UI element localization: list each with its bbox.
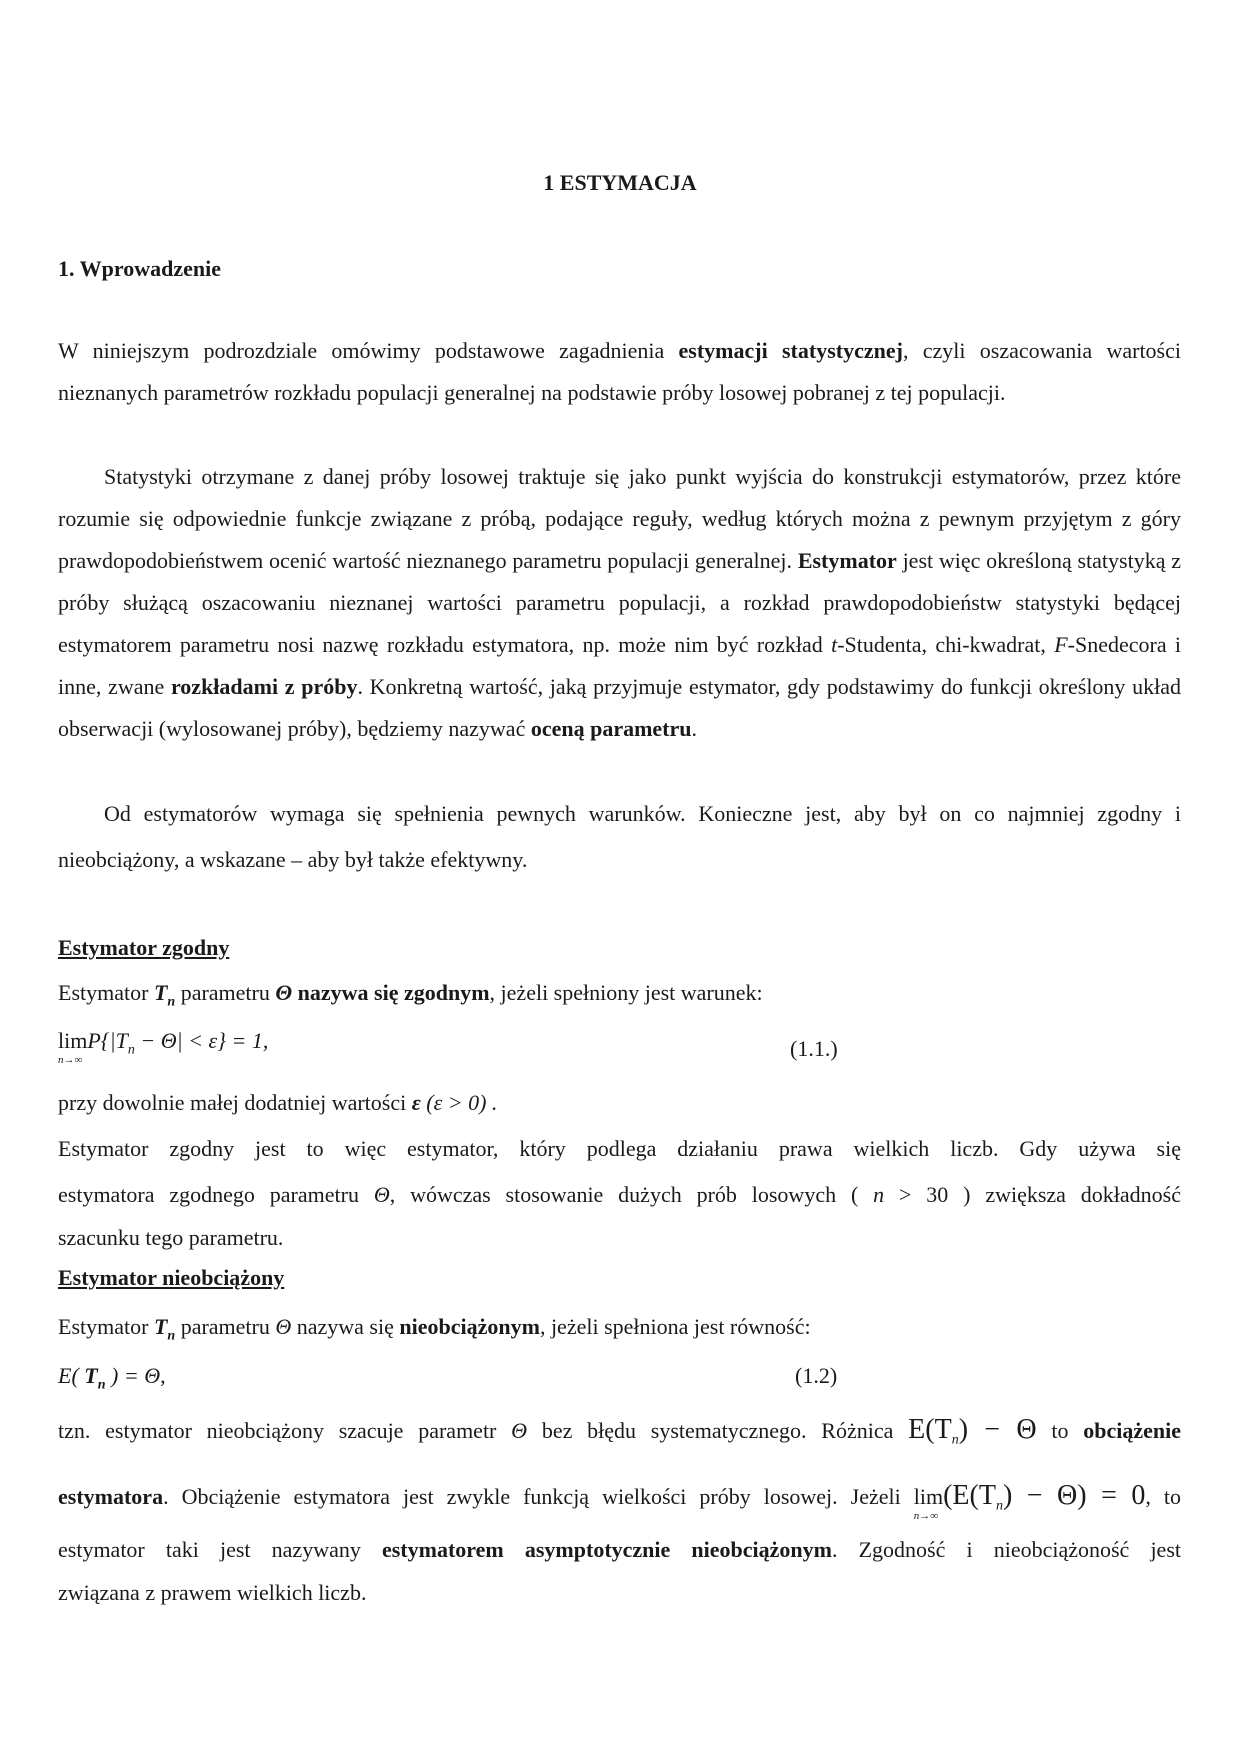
text: Estymator <box>58 980 154 1005</box>
symbol-T: T <box>84 1363 98 1388</box>
epsilon-condition: (ε > 0) . <box>420 1090 498 1115</box>
text: -Snedecora i inne, zwane <box>58 632 1182 699</box>
bold-term: nieobciążonym <box>399 1314 540 1339</box>
consistent-definition-line <box>58 980 763 1010</box>
symbol-theta: Θ <box>373 1182 390 1207</box>
text: Statystyki otrzymane z danej próby losowej traktuje się jako punkt wyjścia do konstrukcji estymatorów, przez które rozumie się odpowiednie funkcje związane z próbą, podające reguły, według których można z pewnym przyjętym z góry prawdopodobieństwem ocenić wartość nieznanego parametru populacji generalnej. <box>58 464 1181 573</box>
symbol-T: T <box>153 1314 168 1339</box>
symbol-n: n <box>873 1182 885 1207</box>
limit-expression: ) − Θ) = 0 <box>1002 1480 1146 1511</box>
text: jest więc określoną statystyką z próby służącą oszacowaniu nieznanej wartości parametru populacji, a rozkład prawdopodobieństw statystyki będącej estymatorem parametru nosi nazwę rozkładu estymatora, np. może nim być rozkład <box>58 548 1181 657</box>
text: bez błędu systematycznego. Różnica <box>527 1418 909 1443</box>
text: -Studenta, chi-kwadrat, <box>837 632 1055 657</box>
text: tzn. estymator nieobciążony szacuje parametr <box>58 1418 512 1443</box>
text: , jeżeli spełniony jest warunek: <box>489 980 763 1005</box>
bold-term: rozkładami z próby <box>170 674 358 699</box>
text: . Zgodność i nieobciążoność jest <box>831 1537 1181 1562</box>
text: . <box>691 716 698 741</box>
equation-number: (1.1.) <box>790 1036 838 1061</box>
section-heading: 1. Wprowadzenie <box>58 256 221 281</box>
equation-number: (1.2) <box>795 1363 838 1388</box>
text: parametru <box>180 1314 276 1339</box>
text: E( <box>58 1363 85 1388</box>
subscript-n: n <box>127 1042 135 1058</box>
consistent-explanation-line-1: Estymator zgodny jest to więc estymator, który podlega działaniu prawa wielkich liczb. Gdy używa się <box>58 1136 1181 1161</box>
subscript-n: n <box>167 1328 176 1344</box>
unbiased-explanation-line-4: związana z prawem wielkich liczb. <box>58 1580 367 1605</box>
lim-subscript: n→∞ <box>58 1054 83 1066</box>
lim-text: lim <box>913 1484 944 1509</box>
bold-term: estymatora <box>58 1484 164 1509</box>
text: , jeżeli spełniona jest równość: <box>539 1314 811 1339</box>
text: Estymator <box>58 1314 154 1339</box>
symbol-theta: Θ <box>275 980 293 1005</box>
paragraph-requirements <box>58 791 1181 883</box>
unbiased-explanation-line-3 <box>58 1537 1181 1563</box>
text: . Obciążenie estymatora jest zwykle funkcją wielkości próby losowej. Jeżeli <box>163 1484 914 1509</box>
subscript-n: n <box>951 1432 959 1448</box>
equation-body: P{|T <box>87 1028 128 1053</box>
bias-expression: E(T <box>908 1414 952 1445</box>
bold-term: obciążenie <box>1083 1418 1181 1443</box>
heading-consistent-estimator: Estymator zgodny <box>58 935 230 960</box>
equation-1-1 <box>58 1028 269 1066</box>
limit-operator <box>913 1484 944 1522</box>
lim-subscript: n→∞ <box>913 1510 939 1522</box>
subscript-n: n <box>995 1498 1003 1514</box>
equation-1-2 <box>58 1363 166 1393</box>
limit-expression: (E(T <box>943 1480 996 1511</box>
text: ) = Θ, <box>105 1363 166 1388</box>
text: estymator taki jest nazywany <box>58 1537 382 1562</box>
limit-operator <box>58 1028 88 1066</box>
paragraph-intro <box>58 330 1181 414</box>
text: nazywa się <box>291 1314 400 1339</box>
text: W niniejszym podrozdziale omówimy podstawowe zagadnienia <box>58 338 679 363</box>
bold-term: nazywa się zgodnym <box>292 980 490 1005</box>
unbiased-explanation-line-2 <box>58 1480 1182 1522</box>
consistent-explanation-line-2 <box>58 1182 1181 1208</box>
text: Od estymatorów wymaga się spełnienia pewnych warunków. Konieczne jest, aby był on co najmniej zgodny i nieobciążony, a wskazane – aby był także efektywny. <box>58 801 1181 872</box>
lim-text: lim <box>58 1028 88 1053</box>
text: to <box>1036 1418 1084 1443</box>
symbol-T: T <box>153 980 168 1005</box>
text: , czyli oszacowania wartości nieznanych parametrów rozkładu populacji generalnej na podstawie próby losowej pobranej z tej populacji. <box>58 338 1181 405</box>
italic-symbol: F <box>1054 632 1068 657</box>
heading-unbiased-estimator: Estymator nieobciążony <box>58 1265 285 1290</box>
subscript-n: n <box>167 994 176 1010</box>
symbol-theta: Θ <box>511 1418 528 1443</box>
bias-expression: ) − Θ <box>958 1414 1037 1445</box>
text: , to <box>1145 1484 1182 1509</box>
italic-symbol: t <box>831 632 838 657</box>
epsilon-condition-line <box>58 1090 497 1116</box>
symbol-theta: Θ <box>275 1314 292 1339</box>
bold-term: Estymator <box>797 548 897 573</box>
text: , wówczas stosowanie dużych prób losowych ( <box>389 1182 874 1207</box>
text: estymatora zgodnego parametru <box>58 1182 374 1207</box>
symbol-epsilon: ε <box>411 1090 421 1115</box>
document-title: 1 ESTYMACJA <box>543 170 697 195</box>
bold-term: oceną parametru <box>530 716 692 741</box>
text: . Konkretną wartość, jaką przyjmuje estymator, gdy podstawimy do funkcji określony układ obserwacji (wylosowanej próby), będziemy nazywać <box>58 674 1181 741</box>
text: przy dowolnie małej dodatniej wartości <box>58 1090 412 1115</box>
bold-term: estymacji statystycznej <box>678 338 903 363</box>
text: parametru <box>180 980 276 1005</box>
unbiased-definition-line <box>58 1314 811 1344</box>
text: > 30 ) zwiększa dokładność <box>884 1182 1182 1207</box>
consistent-explanation-line-3: szacunku tego parametru. <box>58 1225 284 1250</box>
subscript-n: n <box>97 1377 106 1393</box>
equation-rest: − Θ| < ε} = 1, <box>134 1028 269 1053</box>
paragraph-statistics <box>58 456 1181 750</box>
bold-term: estymatorem asymptotycznie nieobciążonym <box>381 1537 832 1562</box>
unbiased-explanation-line-1 <box>58 1414 1181 1448</box>
